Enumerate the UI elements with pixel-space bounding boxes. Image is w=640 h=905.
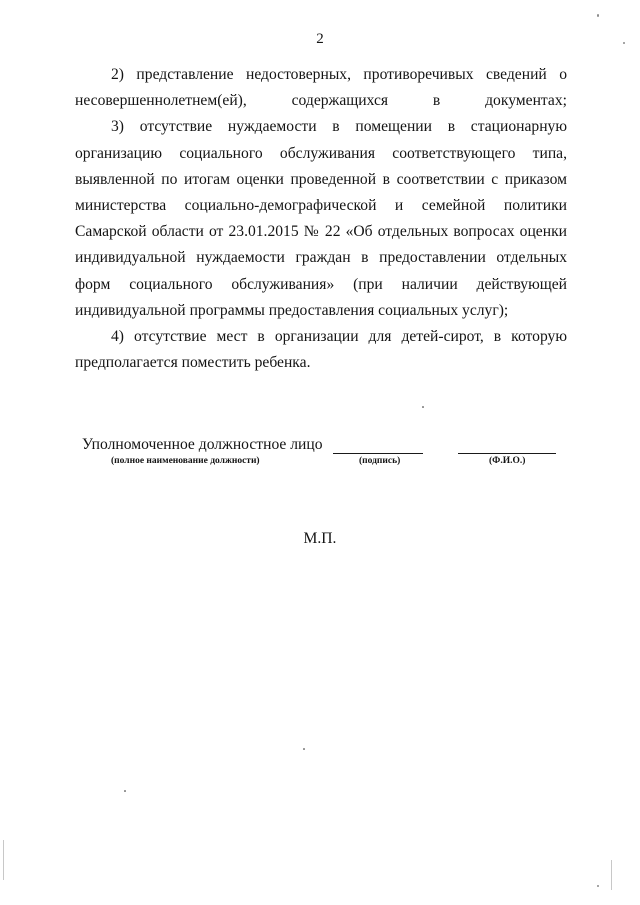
full-name-line <box>458 453 556 454</box>
paragraph-line: социального обслуживания» (при наличии действующей индивидуальной <box>75 275 568 319</box>
scan-speck <box>597 14 599 17</box>
signature-caption: (подпись) <box>359 456 401 466</box>
stamp-place-label: М.П. <box>303 530 337 547</box>
paragraph-line: программы предоставления социальных услуг); <box>189 301 509 319</box>
scan-speck <box>303 748 305 750</box>
paragraph-line: о несовершеннолетнем(ей), содержащихся в документах; <box>75 66 567 110</box>
document-body <box>75 62 567 376</box>
scan-speck <box>124 790 126 792</box>
scan-speck <box>623 42 625 44</box>
paragraph-line: Самарской области от 23.01.2015 № 22 «Об отдельных вопросах оценки <box>75 223 567 241</box>
paragraph-line: 3) отсутствие нуждаемости в помещении в стационарную <box>111 118 567 136</box>
scan-edge <box>611 860 612 890</box>
paragraph-item-3 <box>75 114 567 324</box>
signature-line <box>333 453 423 454</box>
paragraph-item-4 <box>75 324 567 376</box>
paragraph-line: индивидуальной нуждаемости граждан в предоставлении отдельных форм <box>75 249 567 293</box>
paragraph-line: 2) представление недостоверных, противоречивых сведений <box>111 66 547 83</box>
scan-edge <box>3 840 4 880</box>
position-caption: (полное наименование должности) <box>111 456 260 466</box>
paragraph-line: выявленной по итогам оценки проведенной в соответствии с приказом <box>75 170 567 188</box>
paragraph-line: министерства социально-демографической и семейной политики <box>75 197 567 215</box>
paragraph-item-2 <box>75 62 567 114</box>
scan-speck <box>597 885 599 887</box>
paragraph-line: 4) отсутствие мест в организации для детей-сирот, в которую <box>111 328 567 346</box>
full-name-caption: (Ф.И.О.) <box>489 456 526 466</box>
page-number: 2 <box>316 31 324 47</box>
paragraph-line: организацию социального обслуживания соответствующего типа, <box>75 144 567 162</box>
signatory-role: Уполномоченное должностное лицо <box>82 436 323 453</box>
paragraph-line: предполагается поместить ребенка. <box>75 354 311 372</box>
scan-speck <box>422 406 424 408</box>
